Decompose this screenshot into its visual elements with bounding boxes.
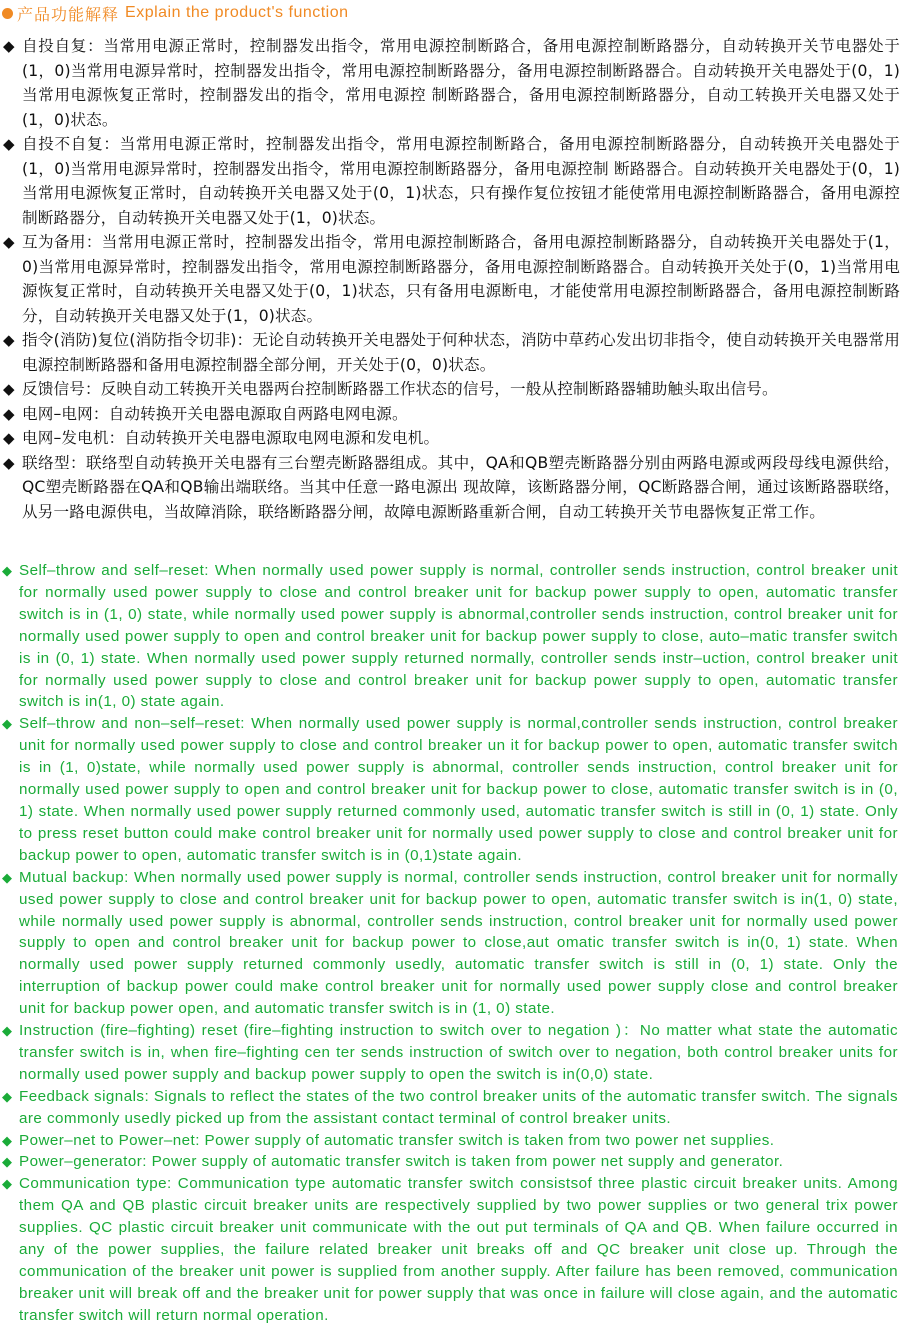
diamond-bullet-icon: ◆ [2, 1132, 13, 1148]
english-item [2, 867, 898, 1020]
chinese-item-text: 反馈信号：反映自动工转换开关电器两台控制断路器工作状态的信号，一般从控制断路器辅助触头取出信号。 [22, 380, 778, 398]
english-item [2, 1151, 898, 1173]
diamond-bullet-icon: ◆ [3, 331, 15, 349]
chinese-item [2, 426, 900, 451]
diamond-bullet-icon: ◆ [3, 404, 15, 423]
english-item [2, 713, 898, 866]
english-item-text: Communication type: Communication type automatic transfer switch consistsof three plastic circuit breaker units. Among them QA and QB plastic circuit breaker units are respectively supplied by two power supplies or two general trix power supplies. QC plastic circuit breaker unit communicate with the out put terminals of QA and QB. When failure occurred in any of the power supplies, the failure related breaker unit breaks off and QC breaker unit close up. Through the communication of the breaker unit power is supplied from another supply. After failure has been removed, communication breaker unit will break off and the breaker unit for power supply that was once in failure will close again, and the automatic transfer switch will return normal operation. [19, 1175, 898, 1324]
diamond-bullet-icon: ◆ [3, 135, 15, 153]
chinese-description-list [2, 34, 900, 524]
diamond-bullet-icon: ◆ [2, 563, 13, 578]
chinese-item-text: 电网–发电机：自动转换开关电器电源取电网电源和发电机。 [22, 429, 440, 447]
english-item-text: Power–net to Power–net: Power supply of automatic transfer switch is taken from two power net supplies. [19, 1131, 775, 1149]
english-item-text: Self–throw and non–self–reset: When normally used power supply is normal,controller sends instruction, control breaker unit for normally used power supply to close and control breaker un it for backup power to open, automatic transfer switch is in (1, 0)state, while normally used power supply is abnormal, controller sends instruction, control breaker unit for normally used power supply to open and control breaker unit for backup power to close, automatic transfer switch is in (0, 1) state. When normally used power supply returned commonly used, automatic transfer switch is still in (0, 1) state. Only to press reset button could make control breaker unit for normally used power supply to close and control breaker unit for backup power to open, automatic transfer switch is in (0,1)state again. [19, 715, 898, 864]
chinese-item [2, 132, 900, 230]
orange-dot-icon [2, 8, 13, 19]
section-header [2, 2, 349, 24]
english-item-text: Instruction (fire–fighting) reset (fire–fighting instruction to switch over to negation )：No matter what state the automatic transfer switch is in, when fire–fighting cen ter sends instruction of switch over to negation, both control breaker units for normally used power supply and backup power supply to open the switch is in(0,0) state. [19, 1022, 898, 1083]
diamond-bullet-icon: ◆ [3, 429, 15, 447]
chinese-item-text: 指令(消防)复位(消防指令切非)：无论自动转换开关电器处于何种状态，消防中草药心发出切非指令，使自动转换开关电器常用电源控制断路器和备用电源控制器全部分闸，开关处于(0，0)状态。 [22, 331, 900, 374]
diamond-bullet-icon: ◆ [2, 1154, 13, 1170]
diamond-bullet-icon: ◆ [2, 1088, 13, 1104]
diamond-bullet-icon: ◆ [3, 453, 15, 472]
english-item [2, 1130, 898, 1152]
english-item-text: Power–generator: Power supply of automatic transfer switch is taken from power net supply and generator. [19, 1153, 784, 1171]
chinese-item [2, 377, 900, 402]
chinese-item-text: 自投自复：当常用电源正常时，控制器发出指令，常用电源控制断路合，备用电源控制断路器分，自动转换开关节电器处于(1，0)当常用电源异常时，控制器发出指令，常用电源控制断路器分，备用电源控制断路器合。自动转换开关电器处于(0，1)当常用电源恢复正常时，控制器发出的指令，常用电源控 制断路器合，备用电源控制断路器分，自动工转换开关电器又处于(1，0)状态。 [22, 37, 900, 129]
diamond-bullet-icon: ◆ [3, 233, 15, 251]
chinese-item [2, 328, 900, 377]
diamond-bullet-icon: ◆ [3, 380, 15, 398]
english-item-text: Feedback signals: Signals to reflect the states of the two control breaker units of the automatic transfer switch. The signals are commonly usedly picked up from the assistant contact terminal of control breaker units. [19, 1087, 898, 1127]
english-item-text: Self–throw and self–reset: When normally used power supply is normal, controller sends instruction, control breaker unit for normally used power supply to close and control breaker unit for backup power supply to open, automatic transfer switch is in (1, 0) state, while normally used power supply is abnormal,controller sends instruction, control breaker unit for normally used power supply to open and control breaker unit for backup power supply to close, auto–matic transfer switch is in (0, 1) state. When normally used power supply returned normally, controller sends instr–uction, control breaker unit for normally used power supply to close and control breaker unit for backup power supply to open, automatic transfer switch is in(1, 0) state again. [19, 562, 898, 711]
header-title-english: Explain the product's function [125, 4, 349, 21]
header-title-chinese: 产品功能解释 [17, 4, 120, 24]
english-item [2, 1173, 898, 1326]
chinese-item [2, 402, 900, 427]
english-item [2, 560, 898, 713]
chinese-item [2, 230, 900, 328]
english-item [2, 1086, 898, 1130]
diamond-bullet-icon: ◆ [2, 869, 13, 885]
english-item-text: Mutual backup: When normally used power supply is normal, controller sends instruction, control breaker unit for normally used power supply to close and control breaker unit for backup power to open, automatic transfer switch is in(1, 0) state, while normally used power supply is abnormal, controller sends instruction, control breaker unit for normally used power supply to open and control breaker unit for backup power to close,aut omatic transfer switch is in(0, 1) state. When normally used power supply returned commonly usedly, automatic transfer switch is still in (0, 1) state. Only the interruption of backup power could make control breaker unit for normally used power supply close and control breaker unit for backup power open, and automatic transfer switch is in (1, 0) state. [19, 868, 898, 1018]
chinese-item-text: 电网–电网：自动转换开关电器电源取自两路电网电源。 [22, 404, 408, 423]
chinese-item-text: 互为备用：当常用电源正常时，控制器发出指令，常用电源控制断路合，备用电源控制断路器分，自动转换开关电器处于(1，0)当常用电源异常时，控制器发出指令，常用电源控制断路器分，备用电源控制断路器合。自动转换开关处于(0，1)当常用电源恢复正常时，自动转换开关电器又处于(0，1)状态，只有备用电源断电，才能使常用电源控制断路器合，备用电源控制断路分，自动转换开关电器又处于(1，0)状态。 [22, 233, 900, 325]
diamond-bullet-icon: ◆ [2, 1023, 13, 1039]
chinese-item-text: 联络型：联络型自动转换开关电器有三台塑壳断路器组成。其中，QA和QB塑壳断路器分别由两路电源或两段母线电源供给，QC塑壳断路器在QA和QB输出端联络。当其中任意一路电源出 现故障，该断路器分闸，QC断路器合闸，通过该断路器联络，从另一路电源供电，当故障消除，联络断路器分闸，故障电源断路重新合闸，自动工转换开关节电器恢复正常工作。 [22, 453, 900, 521]
diamond-bullet-icon: ◆ [2, 716, 13, 732]
english-item [2, 1020, 898, 1086]
english-description-list [2, 560, 898, 1327]
chinese-item-text: 自投不自复：当常用电源正常时，控制器发出指令，常用电源控制断路合，备用电源控制断路器分，自动转换开关电器处于(1，0)当常用电源异常时，控制器发出指令，常用电源控制断路器分，备用电源控制 断路器合。自动转换开关电器处于(0，1)当常用电源恢复正常时，自动转换开关电器又处于(0，1)状态，只有操作复位按钮才能使常用电源控制断路器合，备用电源控制断路器分，自动转换开关电器又处于(1，0)状态。 [22, 135, 900, 227]
diamond-bullet-icon: ◆ [2, 1176, 13, 1192]
chinese-item [2, 451, 900, 525]
chinese-item [2, 34, 900, 132]
diamond-bullet-icon: ◆ [3, 37, 15, 55]
